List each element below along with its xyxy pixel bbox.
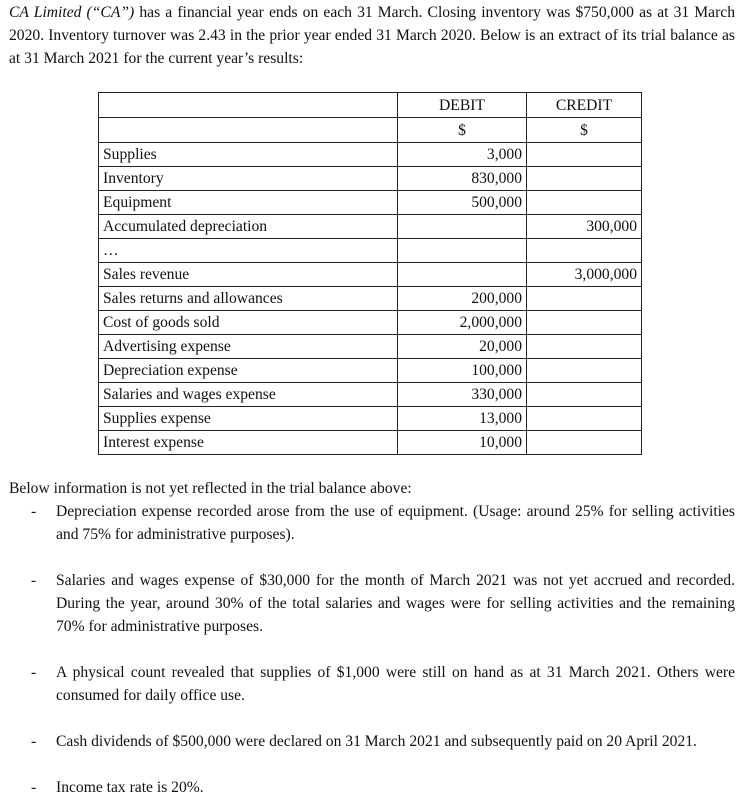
note-text: A physical count revealed that supplies of $1,000 were still on hand as at 31 March 2021. Others were consumed for daily office use. — [56, 664, 735, 704]
account-name: Advertising expense — [99, 335, 398, 359]
note-item-salaries — [9, 569, 735, 638]
debit-value — [398, 215, 527, 239]
credit-value — [527, 311, 642, 335]
table-row — [99, 407, 642, 431]
account-name: Sales returns and allowances — [99, 287, 398, 311]
note-text: Income tax rate is 20%. — [56, 779, 204, 796]
table-row — [99, 287, 642, 311]
debit-value: 200,000 — [398, 287, 527, 311]
debit-value — [398, 263, 527, 287]
trial-balance-table — [98, 92, 642, 455]
credit-value — [527, 407, 642, 431]
header-credit: CREDIT — [527, 93, 642, 118]
credit-value: 300,000 — [527, 215, 642, 239]
currency-credit: $ — [527, 118, 642, 143]
debit-value: 3,000 — [398, 143, 527, 167]
table-row — [99, 263, 642, 287]
table-row-ellipsis — [99, 239, 642, 263]
table-row — [99, 359, 642, 383]
credit-value — [527, 287, 642, 311]
account-name: Depreciation expense — [99, 359, 398, 383]
note-text: Depreciation expense recorded arose from the use of equipment. (Usage: around 25% for selling activities and 75% for administrative purposes). — [56, 503, 735, 543]
debit-value: 20,000 — [398, 335, 527, 359]
table-row — [99, 167, 642, 191]
bullet-dash-icon: - — [31, 664, 37, 681]
credit-value: 3,000,000 — [527, 263, 642, 287]
table-row — [99, 431, 642, 455]
note-item-dividends — [9, 730, 735, 753]
additional-information — [9, 477, 735, 799]
intro-text: has a financial year ends on each 31 March. Closing inventory was $750,000 as at 31 March 2020. Inventory turnover was 2.43 in the prior year ended 31 March 2020. Below is an extract of its trial balance as at 31 March 2021 for the current year’s results: — [9, 4, 736, 67]
note-text: Salaries and wages expense of $30,000 for the month of March 2021 was not yet accrued and recorded. During the year, around 30% of the total salaries and wages were for selling activities and the remaining 70% for administrative purposes. — [56, 572, 735, 635]
bullet-dash-icon: - — [31, 572, 37, 589]
credit-value — [527, 191, 642, 215]
account-name: Accumulated depreciation — [99, 215, 398, 239]
debit-value: 100,000 — [398, 359, 527, 383]
intro-paragraph — [9, 1, 735, 70]
debit-value: 330,000 — [398, 383, 527, 407]
account-name: Supplies expense — [99, 407, 398, 431]
debit-value: 500,000 — [398, 191, 527, 215]
account-name: Sales revenue — [99, 263, 398, 287]
table-header-row — [99, 93, 642, 118]
table-row — [99, 191, 642, 215]
account-name: Interest expense — [99, 431, 398, 455]
account-name: Equipment — [99, 191, 398, 215]
bullet-dash-icon: - — [31, 503, 37, 520]
account-name: Supplies — [99, 143, 398, 167]
credit-value — [527, 383, 642, 407]
debit-value: 10,000 — [398, 431, 527, 455]
table-currency-row — [99, 118, 642, 143]
note-item-supplies — [9, 661, 735, 707]
debit-value — [398, 239, 527, 263]
credit-value — [527, 335, 642, 359]
credit-value — [527, 239, 642, 263]
currency-account — [99, 118, 398, 143]
account-name: Cost of goods sold — [99, 311, 398, 335]
credit-value — [527, 431, 642, 455]
note-item-depreciation — [9, 500, 735, 546]
table-row — [99, 143, 642, 167]
debit-value: 2,000,000 — [398, 311, 527, 335]
table-row — [99, 335, 642, 359]
header-debit: DEBIT — [398, 93, 527, 118]
account-name: Inventory — [99, 167, 398, 191]
currency-debit: $ — [398, 118, 527, 143]
notes-heading: Below information is not yet reflected in the trial balance above: — [9, 480, 412, 497]
account-name: … — [99, 239, 398, 263]
note-text: Cash dividends of $500,000 were declared on 31 March 2021 and subsequently paid on 20 April 2021. — [56, 733, 697, 750]
debit-value: 830,000 — [398, 167, 527, 191]
credit-value — [527, 359, 642, 383]
table-row — [99, 311, 642, 335]
bullet-dash-icon: - — [31, 779, 37, 796]
company-name: CA Limited (“CA”) — [9, 4, 135, 21]
note-item-tax-rate — [9, 776, 735, 799]
header-account — [99, 93, 398, 118]
table-row — [99, 383, 642, 407]
credit-value — [527, 143, 642, 167]
account-name: Salaries and wages expense — [99, 383, 398, 407]
table-row — [99, 215, 642, 239]
credit-value — [527, 167, 642, 191]
bullet-dash-icon: - — [31, 733, 37, 750]
debit-value: 13,000 — [398, 407, 527, 431]
